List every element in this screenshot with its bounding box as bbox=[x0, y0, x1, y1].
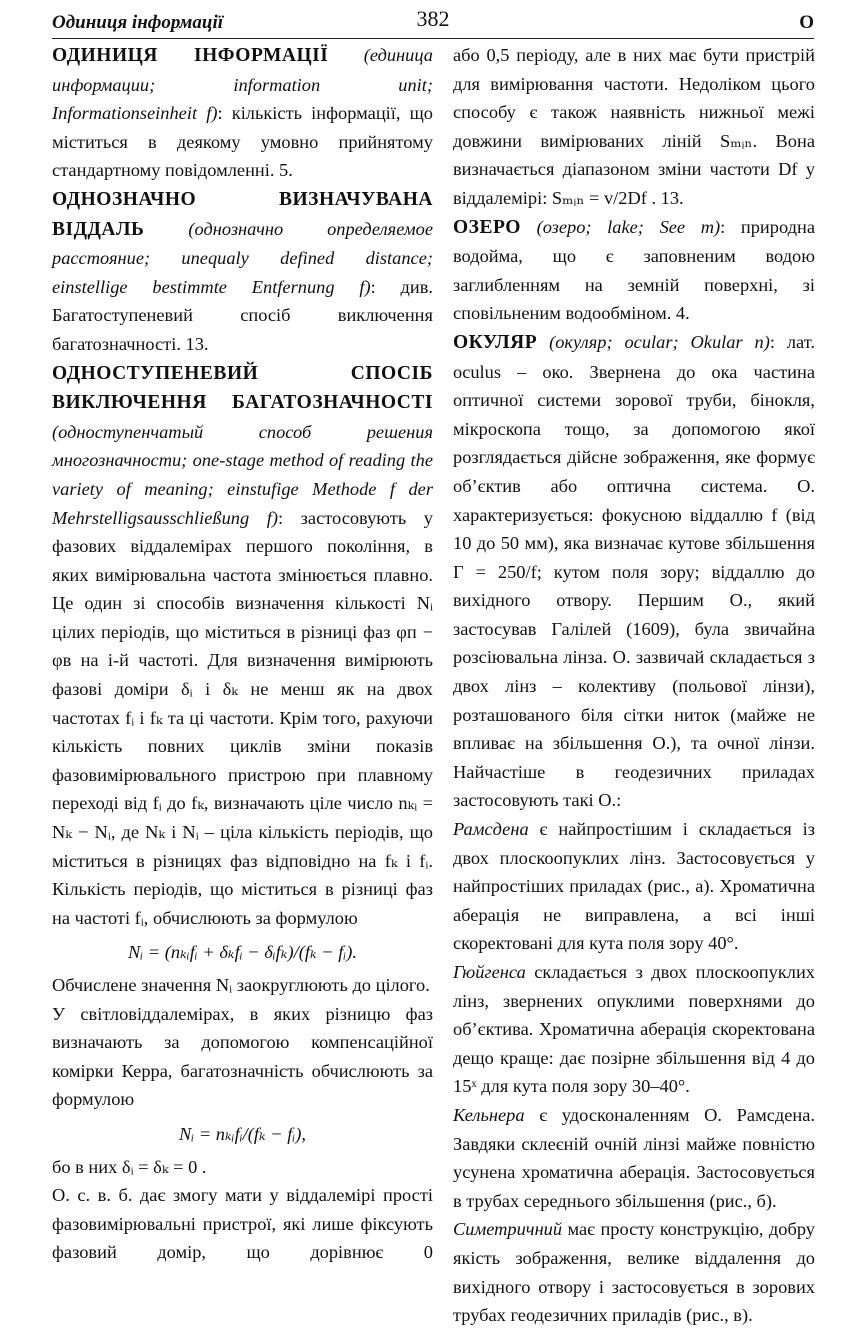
definition: : кількість інформації, що міститься в деякому умовно прийнятому стандартному повідомленні. 5. bbox=[52, 103, 434, 181]
left-column bbox=[52, 41, 433, 1267]
definition: : природна водойма, що є заповненим водою заглибленням на земній поверхні, зі сповільненим водообміном. 4. bbox=[453, 216, 815, 324]
entry-okuliar bbox=[453, 328, 815, 815]
paragraph: О. с. в. б. дає змогу мати у віддалемірі прості фазовимірювальні пристрої, які лише фіксують фазовий домір, що дорівнює 0 bbox=[52, 1185, 433, 1263]
type-name: Рамсдена bbox=[453, 819, 529, 840]
entry-odynytsia-informatsii bbox=[52, 41, 433, 185]
translations: (окуляр; ocular; Okular n) bbox=[549, 331, 770, 352]
translations: (единица информации; information unit; Informationseinheit f) bbox=[52, 45, 433, 124]
headword: ОКУЛЯР bbox=[453, 331, 538, 353]
type-text: є удосконаленням О. Рамсдена. Завдяки склеєній очній лінзі майже повністю усунена хроматична аберація. Застосовується в трубах середнього збільшення (рис., б). bbox=[453, 1104, 815, 1211]
page-number: 382 bbox=[416, 6, 450, 31]
headword: ОДИНИЦЯ ІНФОРМАЦІЇ bbox=[52, 45, 329, 66]
right-column bbox=[453, 41, 815, 1330]
type-text: складається з двох плоскоопуклих лінз, звернених опуклими поверхнями до об’єктива. Хроматична аберація скоректована дещо краще: дає позірне збільшення від 4 до 15ˣ для кута поля зору 30–40°. bbox=[453, 962, 815, 1097]
definition: : див. Багатоступеневий спосіб виключення багатозначності. 13. bbox=[52, 276, 433, 354]
headword: ОЗЕРО bbox=[453, 216, 521, 238]
translations: (одноступенчатый способ решения многозначности; one-stage method of reading the variety of meaning; einstufige Methode f der Mehrstelligsausschließung f) bbox=[52, 421, 433, 528]
eyepiece-type bbox=[453, 815, 815, 958]
type-text: є найпростішим і складається із двох плоскоопуклих лінз. Застосовується у найпростіших приладах (рис., а). Хроматична аберація не виправлена, а всі інші скоректовані для кута поля зору 40°. bbox=[453, 819, 815, 954]
paragraph-continued: або 0,5 періоду, але в них має бути пристрій для вимірювання частоти. Недоліком цього способу є також наявність нижньої межі довжини вимірюваних ліній Sₘᵢₙ. Вона визначається діапазоном зміни частоти Df у віддалемірі: Sₘᵢₙ = v/2Df . 13. bbox=[453, 45, 815, 208]
translations: (однозначно определяемое расстояние; unequaly defined distance; einstellige bestimmte Entfernung f) bbox=[52, 218, 433, 297]
entry-odnoznachno-vyznachuvana-viddal bbox=[52, 185, 433, 359]
running-header bbox=[52, 8, 814, 39]
type-name: Гюйгенса bbox=[453, 962, 526, 982]
definition: : лат. oculus – око. Звернена до ока частина оптичної системи зорової труби, бінокля, мікроскопа тощо, за допомогою якої розглядається дійсне зображення, яке формує об’єктив або оптична система. О. характеризується: фокусною віддаллю f (від 10 до 50 мм), яка визначає кутове збільшення Г = 250/f; кутом поля зору; віддаллю до вихідного отвору. Першим О., який застосував Галілей (1609), була звичайна розсіювальна лінза. О. зазвичай складається з двох лінз – колективу (польової лінзи), розташованого біля сітки ниток (майже не впливає на збільшення О.), та очної лінзи. Найчастіше в геодезичних приладах застосовують такі О.: bbox=[453, 331, 815, 811]
type-name: Симетричний bbox=[453, 1219, 563, 1240]
headword: ОДНОЗНАЧНО ВИЗНАЧУВАНА ВІДДАЛЬ bbox=[52, 188, 433, 240]
translations: (озеро; lake; See m) bbox=[536, 216, 721, 237]
header-title: Одиниця інформації bbox=[52, 12, 224, 33]
definition: : застосовують у фазових віддалемірах першого покоління, в яких вимірювальна частота змінюється плавно. Це один зі способів визначення кількості Nᵢ цілих періодів, що міститься в різниці фаз φп − φв на i-й частоті. Для визначення вимірюють фазові доміри δᵢ і δₖ не менш як на двох частотах fᵢ і fₖ та ці частоти. Крім того, рахуючи кількість повних циклів зміни показів фазовимірювального пристрою при плавному переході від fᵢ до fₖ, визначають ціле число nₖᵢ = Nₖ − Nᵢ, де Nₖ і Nᵢ – ціла кількість періодів, що міститься в різницях фаз відповідно на fₖ і fᵢ. Кількість періодів, що міститься в різниці фаз на частоті fᵢ, обчислюють за формулою bbox=[52, 507, 433, 928]
type-name: Кельнера bbox=[453, 1104, 525, 1125]
paragraph: У світловіддалемірах, в яких різницю фаз визначають за допомогою компенсаційної комірки Керра, багатозначність обчислюють за формулою bbox=[52, 1003, 433, 1110]
headword: ОДНОСТУПЕНЕВИЙ СПОСІБ ВИКЛЮЧЕННЯ БАГАТОЗНАЧНОСТІ bbox=[52, 362, 433, 414]
paragraph: бо в них δᵢ = δₖ = 0 . bbox=[52, 1156, 207, 1177]
entry-ozero bbox=[453, 213, 815, 328]
type-text: має просту конструкцію, добру якість зображення, велике віддалення до вихідного отвору і застосовується в зорових трубах геодезичних приладів (рис., в). bbox=[453, 1219, 815, 1326]
entry-odnostupenevyi-sposib bbox=[52, 359, 433, 933]
formula-2: Nᵢ = nₖᵢfᵢ/(fₖ − fᵢ), bbox=[178, 1123, 306, 1144]
paragraph: Обчислене значення Nᵢ заокруглюють до цілого. bbox=[52, 975, 430, 995]
header-letter: О bbox=[799, 12, 814, 33]
eyepiece-type bbox=[453, 1215, 815, 1329]
eyepiece-type bbox=[453, 1101, 815, 1215]
formula-1: Nᵢ = (nₖᵢfᵢ + δₖfᵢ − δᵢfₖ)/(fₖ − fᵢ). bbox=[127, 942, 358, 963]
eyepiece-type bbox=[453, 958, 815, 1101]
